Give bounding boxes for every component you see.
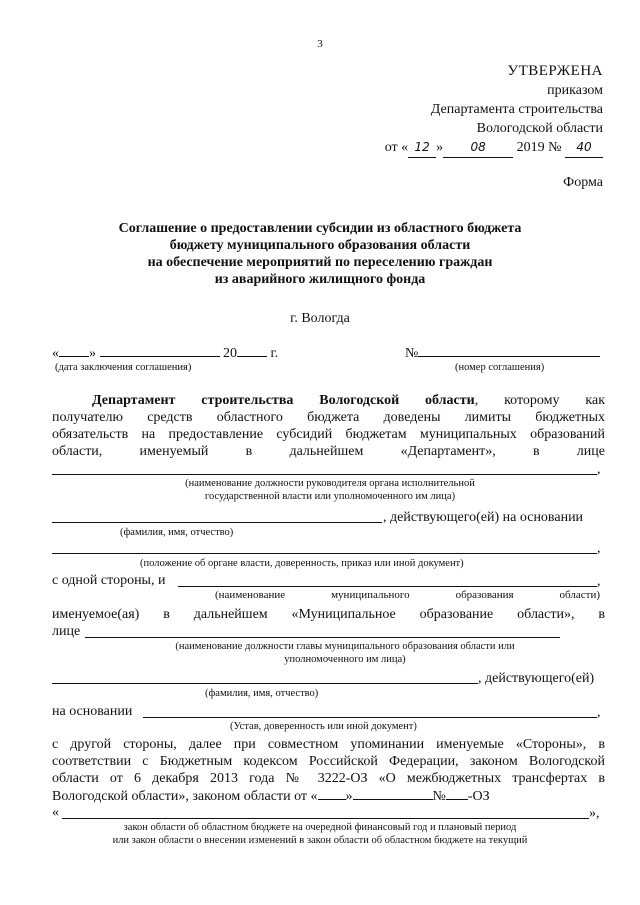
city: г. Вологда <box>290 311 350 326</box>
approval-line2: Департамента строительства <box>430 102 603 117</box>
quote-close: » <box>89 346 96 361</box>
date-mid: » <box>436 140 444 155</box>
approval-month: 08 <box>443 138 513 158</box>
p2-line4: Вологодской области», законом области от « » № -ОЗ <box>52 789 490 804</box>
p1-line1: Департамент строительства Вологодской области, которому как <box>92 393 605 408</box>
one-side-text: с одной стороны, и <box>52 573 166 588</box>
p1-line3: обязательств на предоставление субсидий бюджетам муниципальных образований <box>52 427 605 442</box>
charter-blank <box>143 717 597 718</box>
fio-blank <box>52 522 382 523</box>
approval-number: 40 <box>565 138 603 158</box>
title-line4: из аварийного жилищного фонда <box>214 272 426 287</box>
title-line1: Соглашение о предоставлении субсидии из областного бюджета <box>118 221 522 236</box>
approval-heading: УТВЕРЖЕНА <box>507 63 603 79</box>
law-number-blank <box>446 787 468 800</box>
p1-line2: получателю средств областного бюджета доведены лимиты бюджетных <box>52 410 605 425</box>
caption-fio: (фамилия, имя, отчество) <box>120 527 234 538</box>
title-line2: бюджету муниципального образования области <box>169 238 471 253</box>
document-title <box>0 220 640 288</box>
form-label: Форма <box>563 175 603 190</box>
caption-charter: (Устав, доверенность или иной документ) <box>230 721 417 732</box>
approval-day: 12 <box>408 138 436 158</box>
approval-date <box>385 138 603 158</box>
p2-line5-open: « <box>52 805 59 820</box>
number-blank <box>418 344 600 357</box>
agreement-date-field <box>52 344 278 362</box>
approval-line1: приказом <box>547 83 603 98</box>
agreement-number-field <box>405 344 600 362</box>
law-ref-text: Вологодской области», законом области от « <box>52 789 318 804</box>
mo-blank <box>178 586 597 587</box>
p2-line3: области от 6 декабря 2013 года № 3222-ОЗ «О межбюджетных трансфертах в <box>52 771 605 786</box>
fio2-blank <box>52 683 478 684</box>
on-basis-label: на основании <box>52 704 133 719</box>
named-mo-line: именуемое(ая) в дальнейшем «Муниципальное образование области», в <box>52 607 605 622</box>
day-blank <box>59 344 89 357</box>
head-position-blank <box>85 637 560 638</box>
law-month-blank <box>353 787 433 800</box>
number-sign: № <box>405 346 419 361</box>
caption-mo: (наименование муниципального образования области) <box>215 589 600 601</box>
face-label: лице <box>52 624 81 639</box>
position-blank <box>52 474 597 475</box>
basis-blank <box>52 553 597 554</box>
p1-line4: области, именуемый в дальнейшем «Департамент», в лице <box>52 444 605 459</box>
caption-law: закон области об областном бюджете на очередной финансовый год и плановый период или закон области о внесении изменений в закон области об областном бюджете на текущий <box>112 822 528 846</box>
p2-line1: с другой стороны, далее при совместном упоминании именуемые «Стороны», в <box>52 737 605 752</box>
approval-block <box>385 62 603 158</box>
quote-open: « <box>52 346 59 361</box>
law-name-blank <box>62 818 589 819</box>
caption-position: (наименование должности руководителя органа исполнительной государственной власти или уполномоченного им лица) <box>185 478 475 502</box>
comma-1: , <box>597 462 601 477</box>
caption-basis: (положение об органе власти, доверенность, приказ или иной документ) <box>140 558 464 569</box>
approval-line3: Вологодской области <box>476 121 603 136</box>
date-caption: (дата заключения соглашения) <box>55 362 192 373</box>
p2-line5-close: », <box>589 806 600 821</box>
acting2-text: , действующего(ей) <box>478 671 595 686</box>
law-day-blank <box>318 787 346 800</box>
page-number: 3 <box>317 38 323 50</box>
comma-3: , <box>597 574 601 589</box>
title-line3: на обеспечение мероприятий по переселению граждан <box>147 255 493 270</box>
caption-head-position: (наименование должности главы муниципального образования области или уполномоченного им лица) <box>175 641 515 665</box>
acting-on-basis: , действующего(ей) на основании <box>383 510 584 525</box>
year-suffix: г. <box>270 346 279 361</box>
department-name: Департамент строительства Вологодской области <box>92 393 475 408</box>
approval-year: 2019 № <box>516 140 562 155</box>
month-blank <box>100 344 220 357</box>
comma-4: , <box>597 705 601 720</box>
number-caption: (номер соглашения) <box>455 362 545 373</box>
year-blank <box>237 344 267 357</box>
caption-fio2: (фамилия, имя, отчество) <box>205 688 319 699</box>
year-prefix: 20 <box>223 346 237 361</box>
p2-line2: соответствии с Бюджетным кодексом Российской Федерации, законом Вологодской <box>52 754 605 769</box>
comma-2: , <box>597 541 601 556</box>
date-prefix: от « <box>384 140 409 155</box>
